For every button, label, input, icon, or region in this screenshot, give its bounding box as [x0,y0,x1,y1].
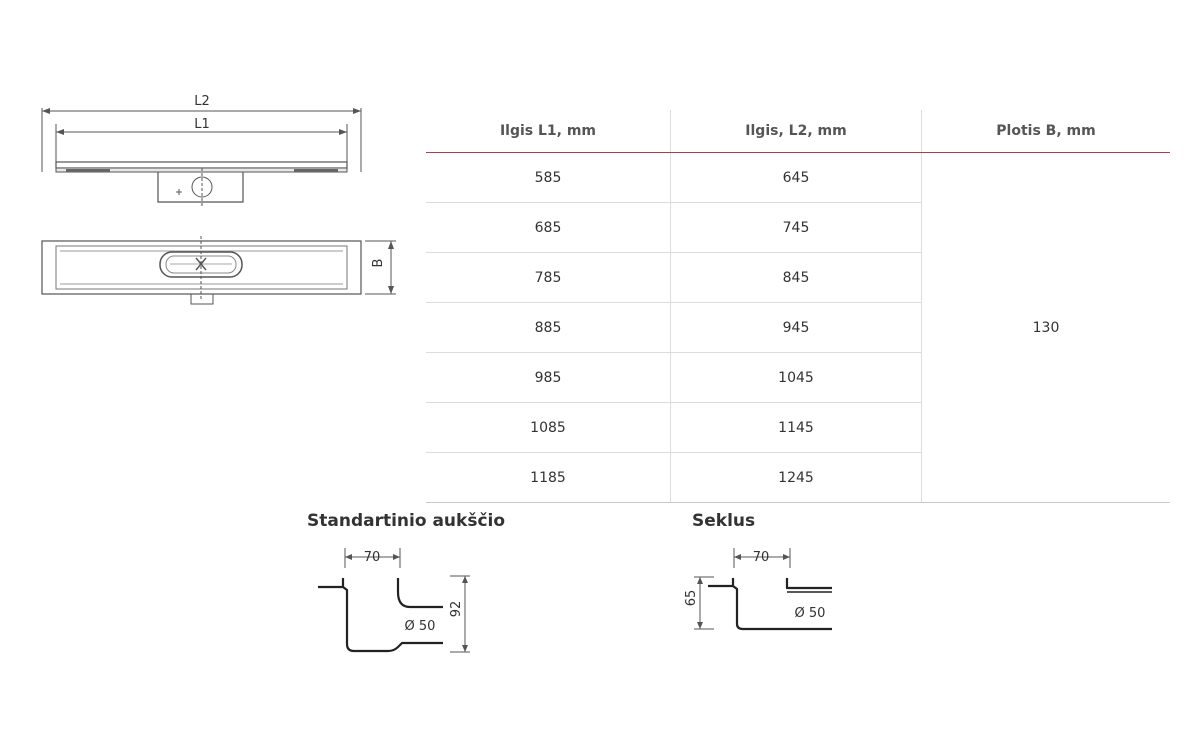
cell-l1: 1185 [426,453,671,503]
cell-l1: 985 [426,353,671,403]
cell-l1: 785 [426,253,671,303]
shallow-profile-drawing [684,540,840,640]
dimension-label-l2: L2 [194,94,210,109]
dimension-table [426,110,1170,503]
standard-height-label: 92 [449,600,464,618]
table-row [426,153,1170,203]
cell-l2: 1045 [671,353,922,403]
cell-l1: 585 [426,153,671,203]
cell-l2: 645 [671,153,922,203]
table-header-row [426,110,1170,153]
channel-drain-drawing [30,88,410,310]
cell-l2: 845 [671,253,922,303]
cell-l2: 945 [671,303,922,353]
column-header-l2: Ilgis, L2, mm [671,110,922,153]
dimension-label-b: B [371,258,386,268]
cell-l1: 685 [426,203,671,253]
cell-l2: 745 [671,203,922,253]
column-header-l1: Ilgis L1, mm [426,110,671,153]
shallow-title: Seklus [692,511,756,531]
standard-profile-drawing [310,540,490,660]
cell-l2: 1145 [671,403,922,453]
dimension-label-l1: L1 [194,117,210,132]
cell-l2: 1245 [671,453,922,503]
column-header-width: Plotis B, mm [922,110,1171,153]
cell-l1: 1085 [426,403,671,453]
standard-diameter-label: Ø 50 [404,619,436,634]
shallow-diameter-label: Ø 50 [794,606,826,621]
standard-height-title: Standartinio aukščio [307,511,506,531]
cell-l1: 885 [426,303,671,353]
shallow-width-label: 70 [752,550,770,565]
shallow-height-label: 65 [684,589,699,607]
standard-width-label: 70 [363,550,381,565]
cell-width-merged: 130 [922,153,1171,503]
